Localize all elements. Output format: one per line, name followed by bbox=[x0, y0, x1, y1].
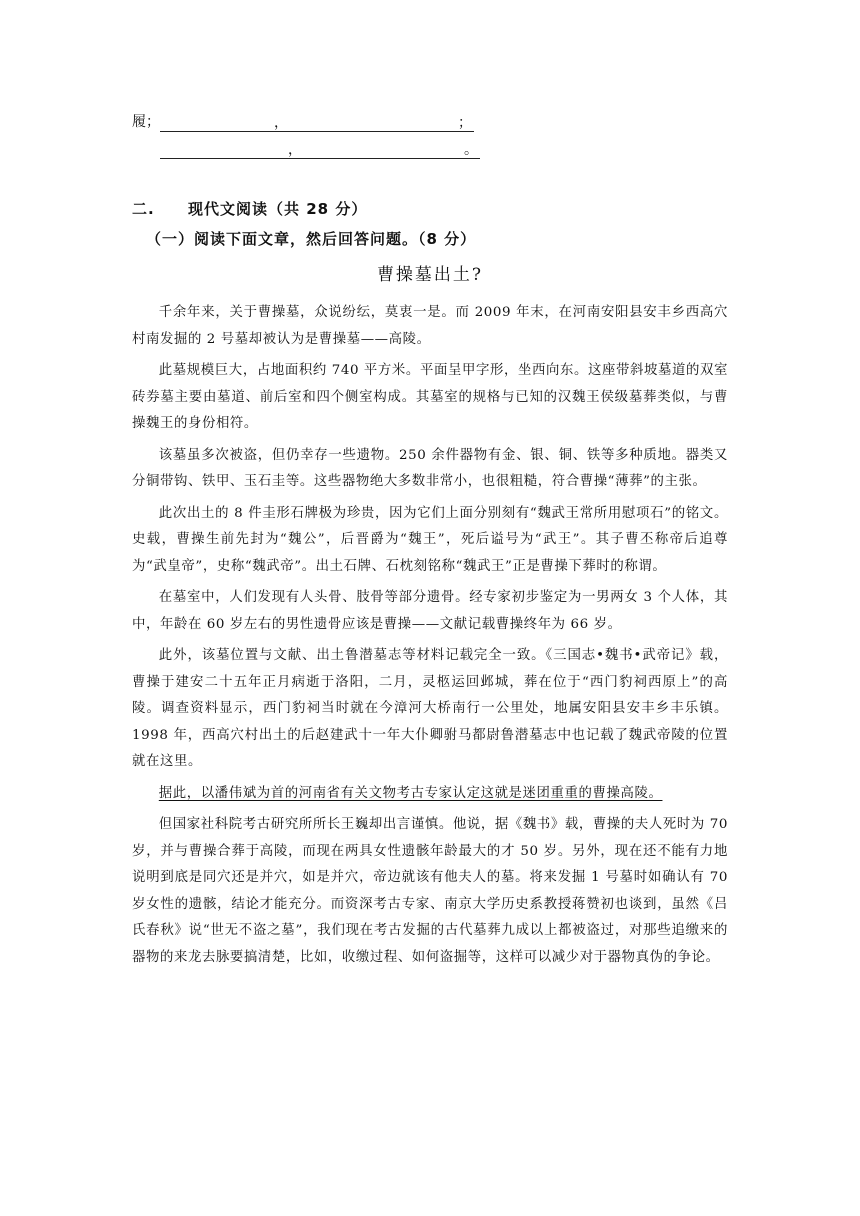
paragraph: 但国家社科院考古研究所所长王巍却出言谨慎。他说，据《魏书》载，曹操的夫人死时为 70 岁，并与曹操合葬于高陵，而现在两具女性遗骸年龄最大的才 50 岁。另外，现在还不能有力地说明到底是同穴还是并穴，如是并穴，帝边就该有他夫人的墓。将来发掘 1 号墓时如确认有 70 岁女性的遗骸，结论才能充分。而资深考古专家、南京大学历史系教授蒋赞初也谈到，虽然《吕氏春秋》说“世无不盗之墓”，我们现在考古发掘的古代墓葬九成以上都被盗过，对那些追缴来的器物的来龙去脉要搞清楚，比如，收缴过程、如何盗掘等，这样可以减少对于器物真伪的争论。 bbox=[132, 817, 728, 965]
answer-blank-3[interactable] bbox=[160, 142, 286, 159]
underlined-conclusion-paragraph bbox=[132, 781, 728, 808]
paragraph: 此外，该墓位置与文献、出土鲁潜墓志等材料记载完全一致。《三国志•魏书•武帝记》载，曹操于建安二十五年正月病逝于洛阳，二月，灵柩运回邺城，葬在位于“西门豹祠西原上”的高陵。调查资料显示，西门豹祠当时就在今漳河大桥南行一公里处，地属安阳县安丰乡丰乐镇。1998 年，西高穴村出土的后赵建武十一年大仆卿驸马都尉鲁潜墓志中也记载了魏武帝陵的位置就在这里。 bbox=[132, 648, 728, 769]
answer-line-2 bbox=[160, 142, 480, 159]
section-title: 现代文阅读（共 28 分） bbox=[188, 200, 368, 218]
section-heading bbox=[132, 198, 367, 219]
paragraph: 千余年来，关于曹操墓，众说纷纭，莫衷一是。而 2009 年末，在河南安阳县安丰乡西高穴村南发掘的 2 号墓却被认为是曹操墓——高陵。 bbox=[132, 305, 728, 347]
answer-line-2-end: 。 bbox=[464, 142, 478, 158]
answer-blank-1[interactable] bbox=[160, 115, 272, 132]
subsection-heading: （一）阅读下面文章，然后回答问题。（8 分） bbox=[146, 230, 477, 248]
underlined-sentence: 据此，以潘伟斌为首的河南省有关文物考古专家认定这就是迷团重重的曹操高陵。 bbox=[158, 785, 663, 801]
answer-blank-2[interactable] bbox=[290, 115, 456, 132]
paragraph: 该墓虽多次被盗，但仍幸存一些遗物。250 余件器物有金、银、铜、铁等多种质地。器类又分铜带钩、铁甲、玉石圭等。这些器物绝大多数非常小，也很粗糙，符合曹操“薄葬”的主张。 bbox=[132, 447, 728, 489]
answer-line-1-prefix: 履； bbox=[132, 114, 160, 130]
answer-line-1-comma: ， bbox=[274, 115, 288, 131]
answer-line-1-end: ； bbox=[458, 115, 472, 131]
paragraph: 此墓规模巨大，占地面积约 740 平方米。平面呈甲字形，坐西向东。这座带斜坡墓道的双室砖券墓主要由墓道、前后室和四个侧室构成。其墓室的规格与已知的汉魏王侯级墓葬类似，与曹操魏王的身份相符。 bbox=[132, 363, 728, 431]
article-body bbox=[132, 300, 728, 976]
paragraph: 此次出土的 8 件圭形石牌极为珍贵，因为它们上面分别刻有“魏武王常所用慰项石”的铭文。史载，曹操生前先封为“魏公”，后晋爵为“魏王”，死后谥号为“武王”。其子曹丕称帝后追尊为“武皇帝”，史称“魏武帝”。出土石牌、石枕刻铭称“魏武王”正是曹操下葬时的称谓。 bbox=[132, 505, 728, 574]
answer-line-2-comma: ， bbox=[288, 142, 302, 158]
article-title: 曹操墓出土? bbox=[376, 265, 484, 285]
section-number: 二. bbox=[132, 200, 155, 218]
answer-blank-4[interactable] bbox=[304, 142, 462, 159]
answer-line-1 bbox=[132, 112, 474, 132]
paragraph: 在墓室中，人们发现有人头骨、肢骨等部分遗骨。经专家初步鉴定为一男两女 3 个人体，其中，年龄在 60 岁左右的男性遗骨应该是曹操——文献记载曹操终年为 66 岁。 bbox=[132, 590, 728, 632]
